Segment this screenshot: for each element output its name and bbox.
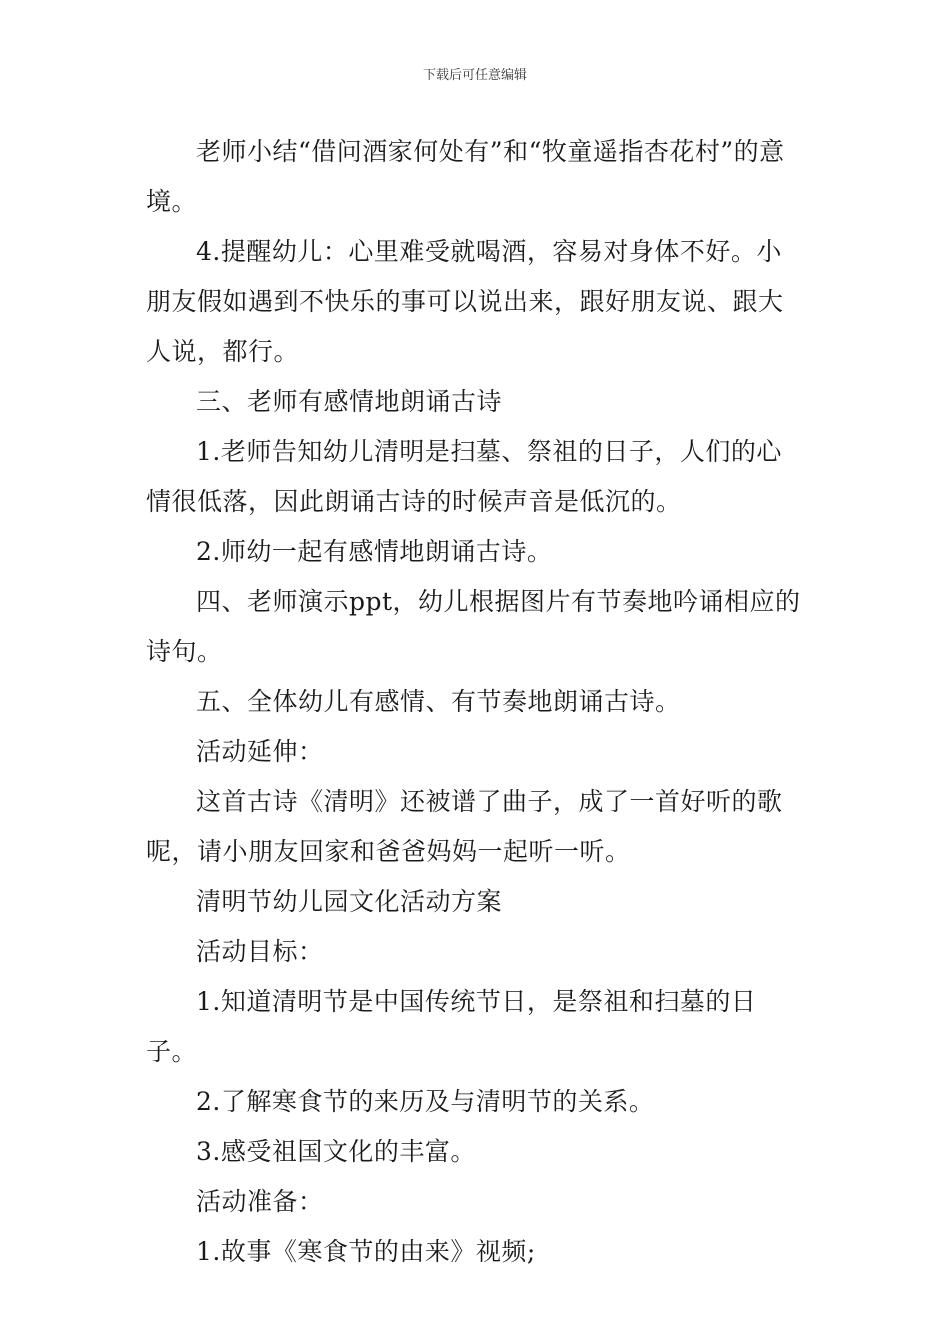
paragraph-item: 1.老师告知幼儿清明是扫墓、祭祖的日子，人们的心情很低落，因此朗诵古诗的时候声音是低沉的。	[146, 437, 782, 516]
paragraph-extension: 这首古诗《清明》还被谱了曲子，成了一首好听的歌呢，请小朋友回家和爸爸妈妈一起听一听。	[146, 787, 783, 866]
subheading-extension: 活动延伸：	[196, 737, 324, 766]
preparation-item: 1.故事《寒食节的由来》视频;	[196, 1237, 536, 1266]
goal-item: 2.了解寒食节的来历及与清明节的关系。	[196, 1087, 655, 1116]
section-heading-5: 五、全体幼儿有感情、有节奏地朗诵古诗。	[196, 687, 681, 716]
page-header-note: 下载后可任意编辑	[422, 68, 527, 83]
subheading-goals: 活动目标：	[196, 937, 324, 966]
paragraph-item: 2.师幼一起有感情地朗诵古诗。	[196, 537, 553, 566]
goal-item: 3.感受祖国文化的丰富。	[196, 1137, 476, 1166]
goal-item: 1.知道清明节是中国传统节日，是祭祖和扫墓的日子。	[146, 987, 757, 1066]
section-heading-3: 三、老师有感情地朗诵古诗	[196, 387, 503, 416]
section-heading-4: 四、老师演示ppt，幼儿根据图片有节奏地吟诵相应的诗句。	[146, 587, 801, 666]
plan-title: 清明节幼儿园文化活动方案	[196, 887, 503, 916]
document-body	[146, 127, 806, 1277]
paragraph-reminder: 4.提醒幼儿：心里难受就喝酒，容易对身体不好。小朋友假如遇到不快乐的事可以说出来，跟好朋友说、跟大人说，都行。	[146, 237, 784, 366]
subheading-preparation: 活动准备：	[196, 1187, 324, 1216]
paragraph-summary: 老师小结“借问酒家何处有”和“牧童遥指杏花村”的意境。	[146, 137, 785, 216]
